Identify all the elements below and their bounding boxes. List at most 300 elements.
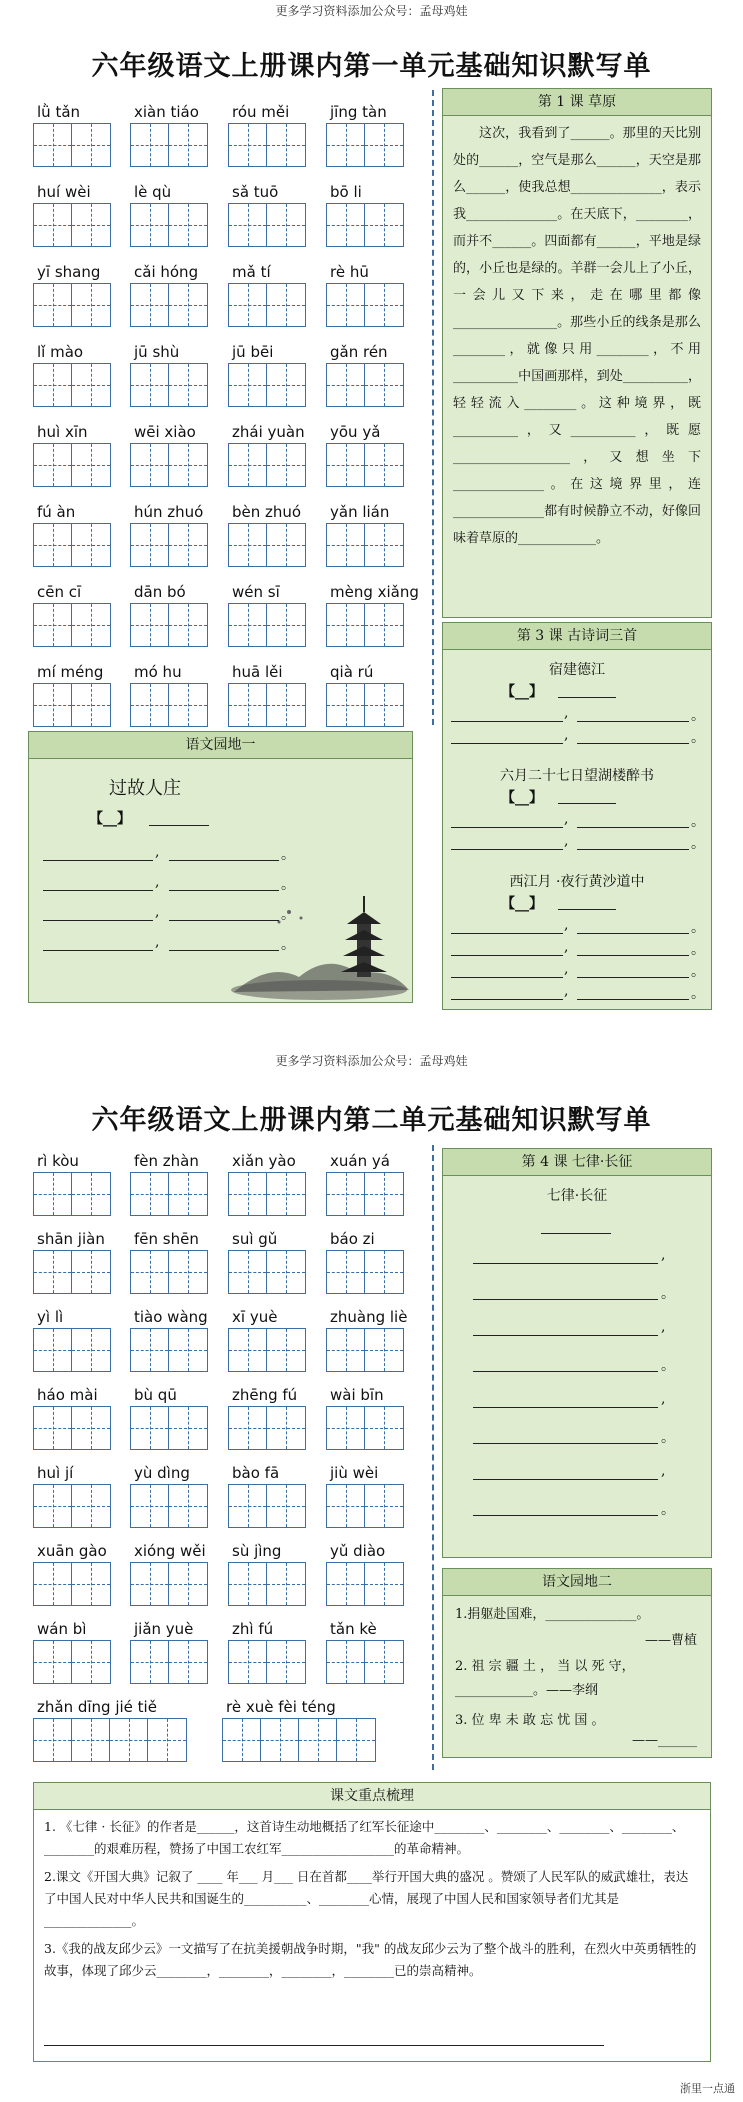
tianzi-grid[interactable] <box>33 523 111 567</box>
tianzi-grid[interactable] <box>326 1172 404 1216</box>
yuandi1-bracket: 【__】 <box>89 811 131 827</box>
tianzi-grid[interactable] <box>130 443 208 487</box>
tianzi-grid[interactable] <box>33 283 111 327</box>
tianzi-cell[interactable] <box>34 684 72 726</box>
tianzi-cell[interactable] <box>365 1407 403 1449</box>
blank-line[interactable] <box>43 950 153 951</box>
tianzi-cell[interactable] <box>365 444 403 486</box>
tianzi-grid[interactable] <box>33 1640 111 1684</box>
tianzi-cell[interactable] <box>365 1641 403 1683</box>
pinyin-label: bù qū <box>134 1386 177 1404</box>
tianzi-grid[interactable] <box>326 1640 404 1684</box>
blank-line[interactable] <box>451 743 563 744</box>
tianzi-cell[interactable] <box>229 444 267 486</box>
blank-line[interactable] <box>473 1335 658 1336</box>
pinyin-label: qià rú <box>330 663 374 681</box>
tianzi-cell[interactable] <box>327 1329 365 1371</box>
tianzi-cell[interactable] <box>327 1251 365 1293</box>
tianzi-cell[interactable] <box>365 1251 403 1293</box>
tianzi-cell[interactable] <box>337 1719 375 1761</box>
tianzi-cell[interactable] <box>169 1329 207 1371</box>
pinyin-label: bō li <box>330 183 362 201</box>
blank-line[interactable] <box>577 977 689 978</box>
tianzi-grid[interactable] <box>326 363 404 407</box>
pagoda-illustration <box>229 882 411 1000</box>
tianzi-cell[interactable] <box>267 684 305 726</box>
blank-line[interactable] <box>558 697 616 698</box>
tianzi-grid[interactable] <box>130 363 208 407</box>
pinyin-label: mí méng <box>37 663 104 681</box>
tianzi-cell[interactable] <box>365 524 403 566</box>
comma: , <box>564 833 569 849</box>
pinyin-label: fèn zhàn <box>134 1152 199 1170</box>
tianzi-cell[interactable] <box>327 204 365 246</box>
tianzi-cell[interactable] <box>365 284 403 326</box>
tianzi-cell[interactable] <box>267 524 305 566</box>
blank-line[interactable] <box>558 909 616 910</box>
tianzi-cell[interactable] <box>365 1563 403 1605</box>
tianzi-cell[interactable] <box>365 1173 403 1215</box>
blank-line[interactable] <box>169 890 279 891</box>
tianzi-cell[interactable] <box>365 364 403 406</box>
blank-line[interactable] <box>577 849 689 850</box>
tianzi-cell[interactable] <box>229 1251 267 1293</box>
tianzi-cell[interactable] <box>34 1251 72 1293</box>
yuandi2-item-3: 3. 位 卑 未 敢 忘 忧 国 。 <box>455 1713 605 1728</box>
pinyin-label: shān jiàn <box>37 1230 105 1248</box>
lesson1-text[interactable]: 这次，我看到了______。那里的天比别处的______，空气是那么______，天空是那么______，使我总想______________，表示我______________。在天底下，________，而并不______。四面都有______，平地是绿的，小丘也是绿的。羊群一会儿上了小丘，一会儿又下来，走在哪里都像________________。那些小丘的线条是那么________，就像只用________，不用__________中国画那样，到处__________，轻轻流入________。这种境界，既__________，又__________，既愿__________________，又想坐下______________。在这境界里，连______________都有时候静立不动，好像回味着草原的____________。 <box>453 126 701 546</box>
punctuation: , <box>661 1463 666 1479</box>
blank-line[interactable] <box>473 1299 658 1300</box>
tianzi-grid[interactable] <box>326 1250 404 1294</box>
tianzi-grid[interactable] <box>228 523 306 567</box>
tianzi-cell[interactable] <box>327 604 365 646</box>
tianzi-grid[interactable] <box>228 1640 306 1684</box>
tianzi-grid[interactable] <box>130 123 208 167</box>
blank-line[interactable] <box>473 1371 658 1372</box>
summary-para-2[interactable]: 2.课文《开国大典》记叙了 ____ 年___ 月___ 日在首都____举行开国大典的盛况 。赞颂了人民军队的威武雄壮，表达了中国人民对中华人民共和国诞生的__________、________心情，展现了中国人民和国家领导者们尤其是______________。 <box>44 1869 689 1928</box>
blank-line[interactable] <box>473 1407 658 1408</box>
tianzi-cell[interactable] <box>229 1407 267 1449</box>
punctuation: 。 <box>661 1358 675 1374</box>
summary-header: 课文重点梳理 <box>34 1783 710 1810</box>
tianzi-cell[interactable] <box>131 1563 169 1605</box>
pinyin-label: tiào wàng <box>134 1308 208 1326</box>
tianzi-grid[interactable] <box>33 1172 111 1216</box>
blank-line[interactable] <box>577 827 689 828</box>
tianzi-cell[interactable] <box>34 1641 72 1683</box>
tianzi-grid[interactable] <box>222 1718 376 1762</box>
tianzi-cell[interactable] <box>223 1719 261 1761</box>
tianzi-grid[interactable] <box>33 1328 111 1372</box>
tianzi-cell[interactable] <box>169 1485 207 1527</box>
tianzi-cell[interactable] <box>327 444 365 486</box>
tianzi-grid[interactable] <box>326 123 404 167</box>
tianzi-cell[interactable] <box>327 1485 365 1527</box>
tianzi-grid[interactable] <box>130 203 208 247</box>
page-title-unit2: 六年级语文上册课内第二单元基础知识默写单 <box>91 1105 652 1136</box>
tianzi-cell[interactable] <box>169 524 207 566</box>
tianzi-cell[interactable] <box>267 1641 305 1683</box>
tianzi-cell[interactable] <box>131 204 169 246</box>
tianzi-cell[interactable] <box>267 204 305 246</box>
pinyin-label: wài bīn <box>330 1386 384 1404</box>
tianzi-cell[interactable] <box>169 1563 207 1605</box>
tianzi-grid[interactable] <box>130 523 208 567</box>
tianzi-cell[interactable] <box>169 604 207 646</box>
pinyin-label: háo mài <box>37 1386 98 1404</box>
tianzi-cell[interactable] <box>131 1329 169 1371</box>
tianzi-cell[interactable] <box>34 444 72 486</box>
tianzi-grid[interactable] <box>130 1562 208 1606</box>
tianzi-cell[interactable] <box>169 364 207 406</box>
tianzi-cell[interactable] <box>169 124 207 166</box>
tianzi-grid[interactable] <box>326 603 404 647</box>
pinyin-label: sù jìng <box>232 1542 282 1560</box>
summary-para-3[interactable]: 3.《我的战友邱少云》一文描写了在抗美援朝战争时期，"我" 的战友邱少云为了整个战斗的胜利，在烈火中英勇牺牲的故事，体现了邱少云________，________，________，________已的崇高精神。 <box>44 1941 697 1978</box>
tianzi-cell[interactable] <box>267 124 305 166</box>
lesson4-panel <box>442 1148 712 1558</box>
pinyin-label: zhái yuàn <box>232 423 305 441</box>
pinyin-label: yù dìng <box>134 1464 190 1482</box>
tianzi-cell[interactable] <box>229 1641 267 1683</box>
tianzi-cell[interactable] <box>229 204 267 246</box>
tianzi-cell[interactable] <box>169 1173 207 1215</box>
tianzi-grid[interactable] <box>33 1484 111 1528</box>
pinyin-label: yǔ diào <box>330 1542 386 1560</box>
yuandi2-item-1[interactable]: 1.捐躯赴国难，______________。 <box>455 1607 650 1622</box>
tianzi-grid[interactable] <box>326 283 404 327</box>
pinyin-label: rè xuè fèi téng <box>226 1698 336 1716</box>
period: 。 <box>691 964 705 980</box>
tianzi-cell[interactable] <box>365 1485 403 1527</box>
tianzi-grid[interactable] <box>33 1562 111 1606</box>
tianzi-cell[interactable] <box>229 684 267 726</box>
blank-line[interactable] <box>558 803 616 804</box>
tianzi-cell[interactable] <box>229 1173 267 1215</box>
tianzi-cell[interactable] <box>169 1251 207 1293</box>
tianzi-cell[interactable] <box>34 1719 72 1761</box>
tianzi-cell[interactable] <box>169 444 207 486</box>
tianzi-cell[interactable] <box>72 524 110 566</box>
tianzi-cell[interactable] <box>72 1485 110 1527</box>
tianzi-grid[interactable] <box>228 283 306 327</box>
blank-line[interactable] <box>577 743 689 744</box>
tianzi-cell[interactable] <box>365 124 403 166</box>
blank-line[interactable] <box>473 1479 658 1480</box>
tianzi-cell[interactable] <box>327 684 365 726</box>
blank-line[interactable] <box>169 950 279 951</box>
tianzi-grid[interactable] <box>326 203 404 247</box>
tianzi-grid[interactable] <box>33 203 111 247</box>
blank-line[interactable] <box>577 955 689 956</box>
tianzi-cell[interactable] <box>72 1641 110 1683</box>
tianzi-grid[interactable] <box>228 1562 306 1606</box>
blank-line[interactable] <box>577 721 689 722</box>
tianzi-cell[interactable] <box>229 1485 267 1527</box>
period: 。 <box>281 907 295 923</box>
summary-para-1[interactable]: 1. 《七律 · 长征》的作者是______，这首诗生动地概括了红军长征途中________、________、________、________、________的艰难历程，赞扬了中国工农红军__________________的革命精神。 <box>44 1819 685 1856</box>
tianzi-cell[interactable] <box>34 1563 72 1605</box>
tianzi-cell[interactable] <box>72 444 110 486</box>
comma: , <box>155 844 160 860</box>
tianzi-grid[interactable] <box>326 1484 404 1528</box>
blank-line[interactable] <box>451 827 563 828</box>
tianzi-grid[interactable] <box>228 443 306 487</box>
tianzi-cell[interactable] <box>72 684 110 726</box>
summary-panel <box>33 1782 711 2062</box>
tianzi-grid[interactable] <box>130 1640 208 1684</box>
tianzi-cell[interactable] <box>72 1563 110 1605</box>
tianzi-cell[interactable] <box>299 1719 337 1761</box>
tianzi-grid[interactable] <box>228 1172 306 1216</box>
blank-line[interactable] <box>43 860 153 861</box>
tianzi-cell[interactable] <box>72 1173 110 1215</box>
comma: , <box>564 917 569 933</box>
blank-line[interactable] <box>44 2045 604 2046</box>
tianzi-cell[interactable] <box>72 1407 110 1449</box>
tianzi-cell[interactable] <box>327 284 365 326</box>
tianzi-grid[interactable] <box>130 1328 208 1372</box>
tianzi-grid[interactable] <box>228 363 306 407</box>
tianzi-cell[interactable] <box>131 524 169 566</box>
lesson4-header: 第 4 课 七律·长征 <box>443 1149 711 1176</box>
blank-line[interactable] <box>451 955 563 956</box>
tianzi-cell[interactable] <box>267 1251 305 1293</box>
yuandi2-author-1: ——曹植 <box>644 1633 697 1648</box>
tianzi-cell[interactable] <box>327 1641 365 1683</box>
tianzi-cell[interactable] <box>72 124 110 166</box>
tianzi-cell[interactable] <box>72 1251 110 1293</box>
tianzi-cell[interactable] <box>169 204 207 246</box>
tianzi-grid[interactable] <box>326 523 404 567</box>
pinyin-label: cēn cī <box>37 583 82 601</box>
blank-line[interactable] <box>577 999 689 1000</box>
tianzi-grid[interactable] <box>130 1172 208 1216</box>
tianzi-grid[interactable] <box>33 1406 111 1450</box>
tianzi-grid[interactable] <box>326 683 404 727</box>
tianzi-cell[interactable] <box>267 364 305 406</box>
tianzi-cell[interactable] <box>34 284 72 326</box>
tianzi-grid[interactable] <box>326 443 404 487</box>
tianzi-cell[interactable] <box>131 444 169 486</box>
blank-line[interactable] <box>451 999 563 1000</box>
tianzi-grid[interactable] <box>228 1328 306 1372</box>
tianzi-cell[interactable] <box>365 684 403 726</box>
blank-line[interactable] <box>451 721 563 722</box>
tianzi-cell[interactable] <box>229 604 267 646</box>
tianzi-cell[interactable] <box>327 1563 365 1605</box>
tianzi-grid[interactable] <box>228 1406 306 1450</box>
tianzi-grid[interactable] <box>228 1250 306 1294</box>
tianzi-cell[interactable] <box>131 1641 169 1683</box>
tianzi-cell[interactable] <box>72 204 110 246</box>
tianzi-cell[interactable] <box>267 1173 305 1215</box>
tianzi-grid[interactable] <box>33 443 111 487</box>
tianzi-grid[interactable] <box>326 1406 404 1450</box>
tianzi-grid[interactable] <box>33 123 111 167</box>
blank-line[interactable] <box>451 933 563 934</box>
tianzi-cell[interactable] <box>34 1173 72 1215</box>
tianzi-grid[interactable] <box>130 1406 208 1450</box>
tianzi-cell[interactable] <box>34 524 72 566</box>
pinyin-label: zhǎn dīng jié tiě <box>37 1698 157 1716</box>
period: 。 <box>691 836 705 852</box>
yuandi1-panel <box>28 731 413 1003</box>
blank-line[interactable] <box>169 860 279 861</box>
tianzi-cell[interactable] <box>261 1719 299 1761</box>
tianzi-cell[interactable] <box>72 364 110 406</box>
tianzi-cell[interactable] <box>131 1407 169 1449</box>
tianzi-cell[interactable] <box>72 1719 110 1761</box>
tianzi-grid[interactable] <box>130 683 208 727</box>
tianzi-cell[interactable] <box>148 1719 186 1761</box>
pinyin-label: báo zi <box>330 1230 375 1248</box>
tianzi-cell[interactable] <box>131 684 169 726</box>
pinyin-label: cǎi hóng <box>134 263 199 281</box>
tianzi-cell[interactable] <box>229 1329 267 1371</box>
pinyin-label: jīng tàn <box>330 103 387 121</box>
punctuation: 。 <box>661 1430 675 1446</box>
tianzi-cell[interactable] <box>131 124 169 166</box>
blank-line[interactable] <box>473 1443 658 1444</box>
tianzi-cell[interactable] <box>229 124 267 166</box>
pinyin-label: zhēng fú <box>232 1386 298 1404</box>
blank-line[interactable] <box>451 977 563 978</box>
tianzi-cell[interactable] <box>169 1641 207 1683</box>
tianzi-cell[interactable] <box>229 1563 267 1605</box>
tianzi-grid[interactable] <box>130 1484 208 1528</box>
tianzi-cell[interactable] <box>34 1407 72 1449</box>
tianzi-cell[interactable] <box>34 604 72 646</box>
tianzi-grid[interactable] <box>33 1718 187 1762</box>
blank-line[interactable] <box>149 825 209 826</box>
pinyin-label: hún zhuó <box>134 503 204 521</box>
tianzi-cell[interactable] <box>267 444 305 486</box>
author-bracket: 【__】 <box>501 684 543 700</box>
yuandi1-header: 语文园地一 <box>29 732 412 759</box>
tianzi-grid[interactable] <box>33 363 111 407</box>
tianzi-cell[interactable] <box>169 1407 207 1449</box>
pinyin-label: dān bó <box>134 583 186 601</box>
pinyin-label: sǎ tuō <box>232 183 279 201</box>
lesson3-panel <box>442 622 712 1010</box>
tianzi-cell[interactable] <box>365 1329 403 1371</box>
tianzi-cell[interactable] <box>327 364 365 406</box>
blank-line[interactable] <box>577 933 689 934</box>
tianzi-cell[interactable] <box>267 1485 305 1527</box>
yuandi2-item-2[interactable]: 2. 祖 宗 疆 土 ， 当 以 死 守，____________。——李纲 <box>455 1659 635 1698</box>
poem-title: 西江月 ·夜行黄沙道中 <box>509 874 645 890</box>
tianzi-grid[interactable] <box>326 1562 404 1606</box>
pinyin-label: gǎn rén <box>330 343 388 361</box>
tianzi-cell[interactable] <box>327 124 365 166</box>
pinyin-label: xiǎn yào <box>232 1152 296 1170</box>
author-bracket: 【__】 <box>501 790 543 806</box>
pinyin-label: lǜ tǎn <box>37 103 81 121</box>
tianzi-grid[interactable] <box>228 603 306 647</box>
blank-line[interactable] <box>169 920 279 921</box>
blank-line[interactable] <box>473 1515 658 1516</box>
blank-line[interactable] <box>43 890 153 891</box>
tianzi-cell[interactable] <box>229 364 267 406</box>
tianzi-cell[interactable] <box>131 604 169 646</box>
tianzi-cell[interactable] <box>365 604 403 646</box>
tianzi-grid[interactable] <box>326 1328 404 1372</box>
tianzi-cell[interactable] <box>267 1563 305 1605</box>
tianzi-cell[interactable] <box>131 1173 169 1215</box>
tianzi-grid[interactable] <box>130 1250 208 1294</box>
tianzi-cell[interactable] <box>34 1329 72 1371</box>
yuandi2-header: 语文园地二 <box>443 1569 711 1596</box>
tianzi-cell[interactable] <box>229 284 267 326</box>
tianzi-cell[interactable] <box>365 204 403 246</box>
blank-line[interactable] <box>451 849 563 850</box>
pinyin-label: jiǎn yuè <box>134 1620 194 1638</box>
pinyin-label: bào fā <box>232 1464 280 1482</box>
pinyin-label: mèng xiǎng <box>330 583 419 601</box>
tianzi-cell[interactable] <box>131 1251 169 1293</box>
tianzi-grid[interactable] <box>130 283 208 327</box>
tianzi-cell[interactable] <box>110 1719 148 1761</box>
poem-title: 六月二十七日望湖楼醉书 <box>500 768 654 784</box>
tianzi-cell[interactable] <box>34 1485 72 1527</box>
watermark: 浙里一点通 <box>680 2082 735 2095</box>
tianzi-cell[interactable] <box>267 1329 305 1371</box>
tianzi-cell[interactable] <box>267 604 305 646</box>
blank-line[interactable] <box>43 920 153 921</box>
pinyin-label: jiù wèi <box>330 1464 379 1482</box>
tianzi-cell[interactable] <box>34 204 72 246</box>
blank-line[interactable] <box>541 1233 611 1234</box>
tianzi-cell[interactable] <box>34 364 72 406</box>
tianzi-grid[interactable] <box>228 1484 306 1528</box>
tianzi-grid[interactable] <box>228 683 306 727</box>
pinyin-label: mó hu <box>134 663 182 681</box>
tianzi-grid[interactable] <box>33 683 111 727</box>
tianzi-cell[interactable] <box>267 1407 305 1449</box>
tianzi-cell[interactable] <box>131 284 169 326</box>
tianzi-cell[interactable] <box>327 524 365 566</box>
yuandi2-author-3[interactable]: ——______ <box>632 1733 697 1748</box>
tianzi-cell[interactable] <box>229 524 267 566</box>
tianzi-grid[interactable] <box>228 203 306 247</box>
comma: , <box>564 961 569 977</box>
pinyin-label: xióng wěi <box>134 1542 206 1560</box>
tianzi-cell[interactable] <box>327 1407 365 1449</box>
tianzi-cell[interactable] <box>267 284 305 326</box>
tianzi-grid[interactable] <box>228 123 306 167</box>
tianzi-cell[interactable] <box>169 284 207 326</box>
blank-line[interactable] <box>473 1263 658 1264</box>
tianzi-cell[interactable] <box>327 1173 365 1215</box>
tianzi-cell[interactable] <box>34 124 72 166</box>
yuandi2-panel <box>442 1568 712 1758</box>
tianzi-cell[interactable] <box>72 604 110 646</box>
tianzi-cell[interactable] <box>131 364 169 406</box>
tianzi-cell[interactable] <box>131 1485 169 1527</box>
period: 。 <box>691 942 705 958</box>
tianzi-cell[interactable] <box>72 1329 110 1371</box>
tianzi-grid[interactable] <box>33 603 111 647</box>
tianzi-cell[interactable] <box>169 684 207 726</box>
tianzi-cell[interactable] <box>72 284 110 326</box>
period: 。 <box>691 920 705 936</box>
pinyin-label: suì gǔ <box>232 1230 278 1248</box>
comma: , <box>564 983 569 999</box>
tianzi-grid[interactable] <box>33 1250 111 1294</box>
tianzi-grid[interactable] <box>130 603 208 647</box>
